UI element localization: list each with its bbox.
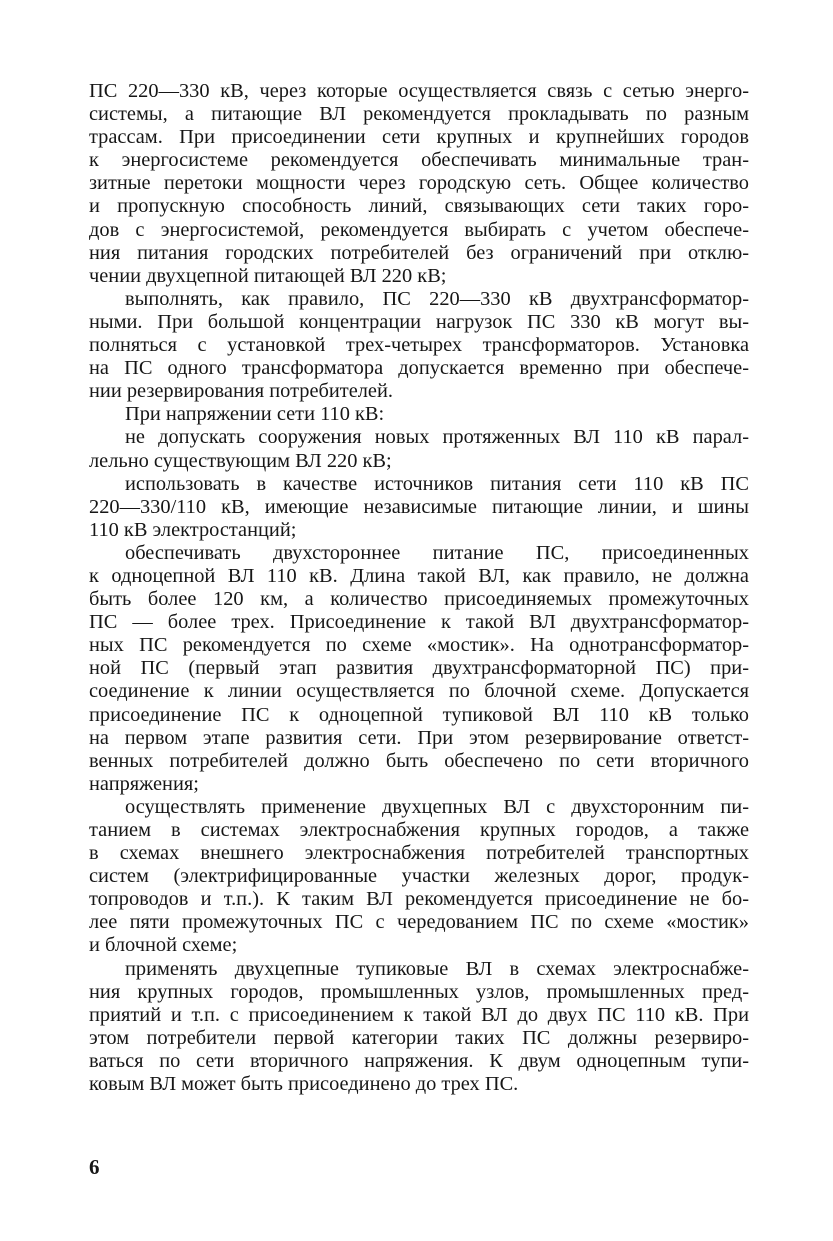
text-line: ния крупных городов, промышленных узлов, промышленных пред- [89, 980, 749, 1003]
paragraph [89, 426, 749, 472]
text-line: ковым ВЛ может быть присоединено до трех ПС. [89, 1073, 519, 1096]
text-line: танием в системах электроснабжения крупных городов, а также [89, 819, 749, 841]
text-line: полняться с установкой трех-четырех трансформаторов. Установка [89, 334, 749, 357]
text-line: обеспечивать двухстороннее питание ПС, присоединенных [125, 541, 749, 564]
text-line: использовать в качестве источников питания сети 110 кВ ПС [125, 472, 749, 495]
text-line: венных потребителей должно быть обеспечено по сети вторичного [89, 749, 749, 772]
text-line: осуществлять применение двухцепных ВЛ с двухсторонним пи- [125, 795, 749, 818]
text-line: не допускать сооружения новых протяженных ВЛ 110 кВ парал- [125, 426, 749, 449]
text-line: и блочной схеме; [89, 934, 238, 957]
paragraph [89, 958, 749, 1097]
text-line: быть более 120 км, а количество присоединяемых промежуточных [89, 588, 749, 611]
paragraph [89, 288, 749, 403]
text-line: приятий и т.п. с присоединением к такой ВЛ до двух ПС 110 кВ. При [89, 1003, 749, 1026]
paragraph [89, 796, 749, 958]
text-line: лее пяти промежуточных ПС с чередованием ПС по схеме «мостик» [89, 911, 749, 934]
paragraph [89, 80, 749, 288]
text-line: лельно существующим ВЛ 220 кВ; [89, 449, 392, 472]
text-line: ПС 220—330 кВ, через которые осуществляется связь с сетью энерго- [89, 80, 749, 102]
page-number: 6 [89, 1155, 100, 1179]
text-line: этом потребители первой категории таких ПС должны резервиро- [89, 1026, 749, 1049]
text-line: в схемах внешнего электроснабжения потребителей транспортных [89, 842, 749, 865]
text-line: ной ПС (первый этап развития двухтрансформаторной ПС) при- [89, 657, 749, 680]
text-line: нии резервирования потребителей. [89, 380, 393, 403]
text-line: на первом этапе развития сети. При этом резервирование ответст- [89, 726, 749, 749]
text-line: ных ПС рекомендуется по схеме «мостик». На однотрансформатор- [89, 634, 749, 657]
text-line: системы, а питающие ВЛ рекомендуется прокладывать по разным [89, 103, 749, 126]
text-line: При напряжении сети 110 кВ: [125, 403, 385, 426]
text-line: чении двухцепной питающей ВЛ 220 кВ; [89, 264, 447, 287]
text-line: и пропускную способность линий, связывающих сети таких горо- [89, 195, 749, 218]
text-line: ния питания городских потребителей без ограничений при отклю- [89, 241, 749, 264]
paragraph [89, 403, 749, 426]
text-line: применять двухцепные тупиковые ВЛ в схемах электроснабже- [125, 957, 749, 980]
text-line: топроводов и т.п.). К таким ВЛ рекомендуется присоединение не бо- [89, 888, 749, 911]
text-line: к энергосистеме рекомендуется обеспечивать минимальные тран- [89, 149, 749, 172]
text-line: выполнять, как правило, ПС 220—330 кВ двухтрансформатор- [125, 287, 749, 310]
text-line: 110 кВ электростанций; [89, 518, 297, 541]
text-line: на ПС одного трансформатора допускается временно при обеспече- [89, 357, 749, 380]
text-line: ПС — более трех. Присоединение к такой ВЛ двухтрансформатор- [89, 611, 749, 634]
text-line: напряжения; [89, 772, 199, 795]
paragraph [89, 473, 749, 542]
body-text [89, 80, 749, 1096]
text-line: дов с энергосистемой, рекомендуется выбирать с учетом обеспече- [89, 218, 749, 241]
text-line: к одноцепной ВЛ 110 кВ. Длина такой ВЛ, как правило, не должна [89, 564, 749, 587]
text-line: трассам. При присоединении сети крупных и крупнейших городов [89, 126, 749, 149]
text-line: ваться по сети вторичного напряжения. К двум одноцепным тупи- [89, 1049, 749, 1072]
text-line: зитные перетоки мощности через городскую сеть. Общее количество [89, 172, 749, 195]
paragraph [89, 542, 749, 796]
text-line: присоединение ПС к одноцепной тупиковой ВЛ 110 кВ только [89, 703, 749, 726]
text-line: соединение к линии осуществляется по блочной схеме. Допускается [89, 680, 749, 703]
text-line: систем (электрифицированные участки железных дорог, продук- [89, 865, 749, 888]
text-line: 220—330/110 кВ, имеющие независимые питающие линии, и шины [89, 495, 749, 518]
text-line: ными. При большой концентрации нагрузок ПС 330 кВ могут вы- [89, 310, 749, 333]
